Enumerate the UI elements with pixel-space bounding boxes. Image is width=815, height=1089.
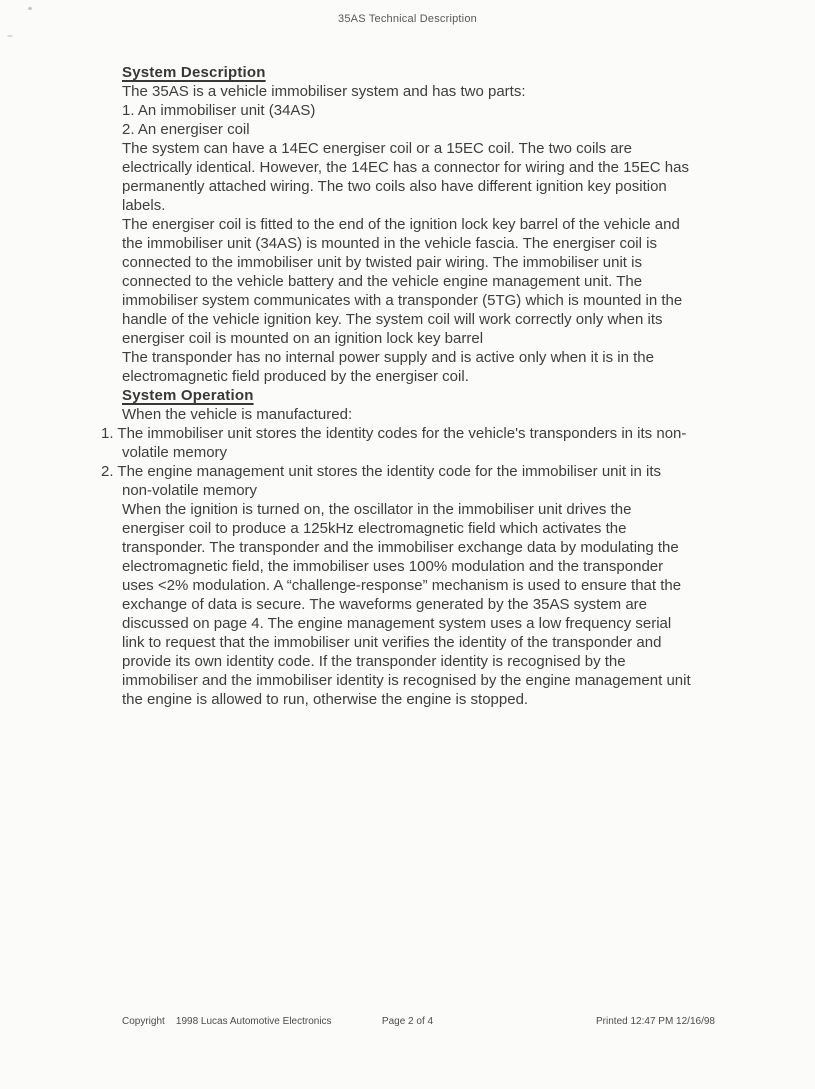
paragraph-transponder-power: The transponder has no internal power supply and is active only when it is in the electromagnetic field produced by the energiser coil. bbox=[122, 349, 654, 385]
operation-intro-paragraph: When the vehicle is manufactured: bbox=[122, 406, 353, 423]
document-body bbox=[101, 0, 694, 709]
list-item-energiser-coil: 2. An energiser coil bbox=[122, 121, 250, 138]
parts-intro-paragraph: The 35AS is a vehicle immobiliser system and has two parts: bbox=[122, 83, 526, 100]
paragraph-coil-variants: The system can have a 14EC energiser coil or a 15EC coil. The two coils are electrically identical. However, the 14EC has a connector for wiring and the 15EC has permanently attached wiring. The two coils also have different ignition key position labels. bbox=[122, 140, 689, 214]
paragraph-operation-detail: When the ignition is turned on, the oscillator in the immobiliser unit drives the energiser coil to produce a 125kHz electromagnetic field which activates the transponder. The transponder and the immobiliser exchange data by modulating the electromagnetic field, the immobiliser uses 100% modulation and the transponder uses <2% modulation. A “challenge-response” mechanism is used to ensure that the exchange of data is secure. The waveforms generated by the 35AS system are discussed on page 4. The engine management system uses a low frequency serial link to request that the immobiliser unit verifies the identity of the transponder and provide its own identity code. If the transponder identity is recognised by the immobiliser and the immobiliser identity is recognised by the engine management unit the engine is allowed to run, otherwise the engine is stopped. bbox=[122, 501, 691, 708]
footer-copyright: Copyright 1998 Lucas Automotive Electronics bbox=[122, 1016, 332, 1027]
document-header-title: 35AS Technical Description bbox=[338, 13, 477, 25]
step-item-engine-management-stores-code: 2. The engine management unit stores the identity code for the immobiliser unit in its non-volatile memory bbox=[101, 463, 662, 499]
footer-page-number: Page 2 of 4 bbox=[381, 1016, 434, 1027]
list-item-immobiliser-unit: 1. An immobiliser unit (34AS) bbox=[122, 102, 316, 119]
paragraph-fitting: The energiser coil is fitted to the end of the ignition lock key barrel of the vehicle and the immobiliser unit (34AS) is mounted in the vehicle fascia. The energiser coil is connected to the immobiliser unit by twisted pair wiring. The immobiliser unit is connected to the vehicle battery and the vehicle engine management unit. The immobiliser system communicates with a transponder (5TG) which is mounted in the handle of the vehicle ignition key. The system coil will work correctly only when its energiser coil is mounted on an ignition lock key barrel bbox=[122, 216, 683, 347]
scan-artifact bbox=[28, 7, 32, 10]
scan-artifact bbox=[7, 35, 13, 37]
section-heading-system-description: System Description bbox=[122, 64, 266, 81]
step-item-immobiliser-stores-codes: 1. The immobiliser unit stores the identity codes for the vehicle's transponders in its non-volatile memory bbox=[101, 425, 687, 461]
section-heading-system-operation: System Operation bbox=[122, 387, 254, 404]
footer-printed-timestamp: Printed 12:47 PM 12/16/98 bbox=[596, 1016, 715, 1027]
parts-list-block bbox=[122, 82, 694, 139]
